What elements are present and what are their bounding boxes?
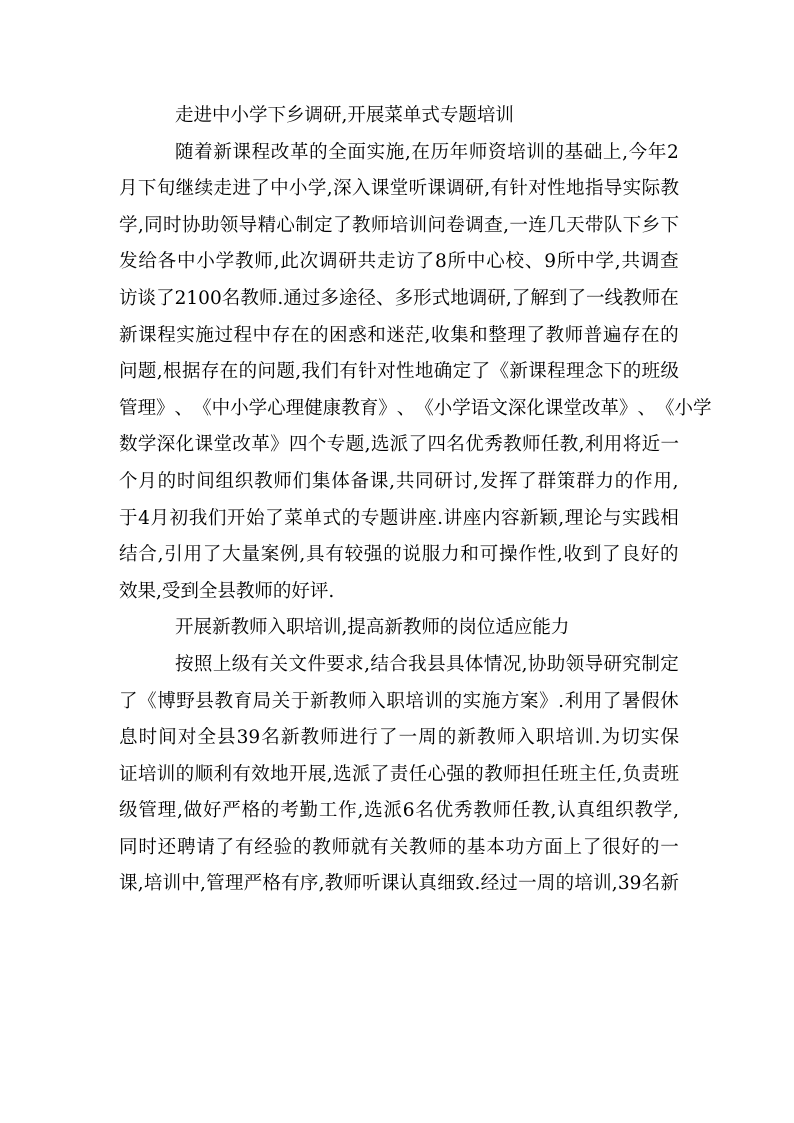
paragraph-line: 问 题 , 根 据 存 在 的 问 题 , 我 们 有 针 对 性 地 确 定 了 《 新 课 程 理 念 下 的 班 级 <box>119 361 679 383</box>
paragraph-line: 随 着 新 课 程 改 革 的 全 面 实 施 , 在 历 年 师 资 培 训 的 基 础 上 , 今 年 2 <box>175 141 679 163</box>
paragraph-line: 于 4 月 初 我 们 开 始 了 菜 单 式 的 专 题 讲 座 . 讲 座 内 容 新 颖 , 理 论 与 实 践 相 <box>119 507 679 529</box>
paragraph-line: 按 照 上 级 有 关 文 件 要 求 , 结 合 我 县 具 体 情 况 , 协 助 领 导 研 究 制 定 <box>175 653 679 675</box>
paragraph-line: 息 时 间 对 全 县 39 名 新 教 师 进 行 了 一 周 的 新 教 师 入 职 培 训 . 为 切 实 保 <box>119 727 679 749</box>
paragraph-line: 学 , 同 时 协 助 领 导 精 心 制 定 了 教 师 培 训 问 卷 调 查 , 一 连 几 天 带 队 下 乡 下 <box>119 214 679 236</box>
section-heading: 走进中小学下乡调研,开展菜单式专题培训 <box>175 105 514 126</box>
paragraph-line: 管 理 》 、 《 中 小 学 心 理 健 康 教 育 》 、 《 小 学 语 文 深 化 课 堂 改 革 》 、 《 小 学 <box>119 397 712 419</box>
section-heading: 开展新教师入职培训,提高新教师的岗位适应能力 <box>175 617 570 639</box>
document-body <box>119 98 712 903</box>
paragraph-line: 个 月 的 时 间 组 织 教 师 们 集 体 备 课 , 共 同 研 讨 , 发 挥 了 群 策 群 力 的 作 用 , <box>119 470 679 492</box>
paragraph-line: 证 培 训 的 顺 利 有 效 地 开 展 , 选 派 了 责 任 心 强 的 教 师 担 任 班 主 任 , 负 责 班 <box>119 763 679 785</box>
paragraph-line: 了 《 博 野 县 教 育 局 关 于 新 教 师 入 职 培 训 的 实 施 方 案 》 . 利 用 了 暑 假 休 <box>119 690 679 712</box>
paragraph-line: 同 时 还 聘 请 了 有 经 验 的 教 师 就 有 关 教 师 的 基 本 功 方 面 上 了 很 好 的 一 <box>119 836 679 858</box>
paragraph-line: 发 给 各 中 小 学 教 师 , 此 次 调 研 共 走 访 了 8 所 中 心 校 、 9 所 中 学 , 共 调 查 <box>119 251 679 273</box>
paragraph-line: 课 , 培 训 中 , 管 理 严 格 有 序 , 教 师 听 课 认 真 细 致 . 经 过 一 周 的 培 训 , 39 名 新 <box>119 873 679 895</box>
paragraph-line: 数 学 深 化 课 堂 改 革 》 四 个 专 题 , 选 派 了 四 名 优 秀 教 师 任 教 , 利 用 将 近 一 <box>119 434 679 456</box>
paragraph-line: 新 课 程 实 施 过 程 中 存 在 的 困 惑 和 迷 茫 , 收 集 和 整 理 了 教 师 普 遍 存 在 的 <box>119 324 679 346</box>
paragraph-line: 效果,受到全县教师的好评. <box>119 580 335 602</box>
paragraph-line: 结 合 , 引 用 了 大 量 案 例 , 具 有 较 强 的 说 服 力 和 可 操 作 性 , 收 到 了 良 好 的 <box>119 544 679 566</box>
paragraph-line: 访 谈 了 2100 名 教 师 . 通 过 多 途 径 、 多 形 式 地 调 研 , 了 解 到 了 一 线 教 师 在 <box>119 287 679 309</box>
paragraph-line: 月 下 旬 继 续 走 进 了 中 小 学 , 深 入 课 堂 听 课 调 研 , 有 针 对 性 地 指 导 实 际 教 <box>119 178 679 200</box>
paragraph-line: 级 管 理 , 做 好 严 格 的 考 勤 工 作 , 选 派 6 名 优 秀 教 师 任 教 , 认 真 组 织 教 学 , <box>119 800 679 822</box>
